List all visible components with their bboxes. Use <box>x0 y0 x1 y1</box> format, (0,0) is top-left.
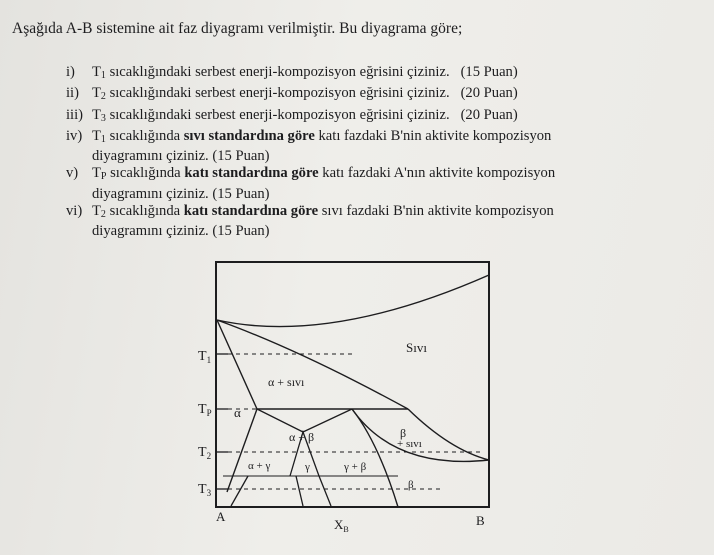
beta-liquid-label-2: + sıvı <box>397 438 422 450</box>
question-number: i) <box>66 64 75 80</box>
question-item: i) $T_1$ sıcaklığındaki serbest enerji-kompozisyon eğrisini çiziniz. (15 Puan) <box>66 64 702 84</box>
gamma-apex <box>257 409 352 432</box>
gamma-boundary-bottom <box>296 476 331 506</box>
gamma-beta-label: γ + β <box>344 461 367 473</box>
question-points: (20 Puan) <box>460 85 518 102</box>
t2-label: $T_2$ <box>198 445 212 461</box>
question-item: iii) $T_3$ sıcaklığındaki serbest enerji-kompozisyon eğrisini çiziniz. (20 Puan) <box>66 107 702 127</box>
question-points: (20 Puan) <box>460 106 518 123</box>
alpha-liquid-label: α + sıvı <box>268 375 305 389</box>
question-number: v) <box>66 165 79 182</box>
beta-region-label: β <box>408 479 414 491</box>
alpha-gamma-label: α + γ <box>248 460 271 472</box>
question-item: vi) $T_2$ sıcaklığında katı standardına göre sıvı fazdaki B'nin aktivite kompozisyon diyagramını çiziniz. (15 Puan) <box>66 203 554 240</box>
alpha-beta-label: α + β <box>289 430 315 444</box>
axis-a-label: A <box>216 509 226 524</box>
alpha-liquid-boundary <box>217 320 408 409</box>
question-points: (15 Puan) <box>460 64 518 80</box>
question-item: ii) $T_2$ sıcaklığındaki serbest enerji-kompozisyon eğrisini çiziniz. (20 Puan) <box>66 85 702 105</box>
liquidus-curve <box>217 275 489 327</box>
axis-xb-label: $X_B$ <box>334 517 349 534</box>
question-item: iv) $T_1$ sıcaklığında sıvı standardına göre katı fazdaki B'nin aktivite kompozisyon diyagramını çiziniz. (15 Puan) <box>66 127 552 165</box>
t1-label: $T_1$ <box>198 349 212 365</box>
question-number: iii) <box>66 106 84 123</box>
question-number: vi) <box>66 203 83 220</box>
question-number: iv) <box>66 127 83 144</box>
axis-b-label: B <box>476 513 485 528</box>
beta-solidus <box>352 409 489 461</box>
alpha-gamma-boundary <box>231 476 248 506</box>
beta-solvus <box>352 409 398 507</box>
intro-text: Aşağıda A-B sistemine ait faz diyagramı verilmiştir. Bu diyagrama göre; <box>12 20 463 37</box>
alpha-solvus <box>227 409 257 492</box>
gamma-region-label: γ <box>305 461 310 473</box>
alpha-region-label: α <box>234 405 241 420</box>
tp-label: $T_P$ <box>198 402 212 418</box>
question-item: v) $T_P$ sıcaklığında katı standardına göre katı fazdaki A'nın aktivite kompozisyon diyagramını çiziniz. (15 Puan) <box>66 165 556 202</box>
beta-liquid-label-1: β <box>400 426 407 440</box>
question-number: ii) <box>66 85 79 102</box>
t3-label: $T_3$ <box>198 482 212 498</box>
liquid-region-label: Sıvı <box>406 340 427 355</box>
